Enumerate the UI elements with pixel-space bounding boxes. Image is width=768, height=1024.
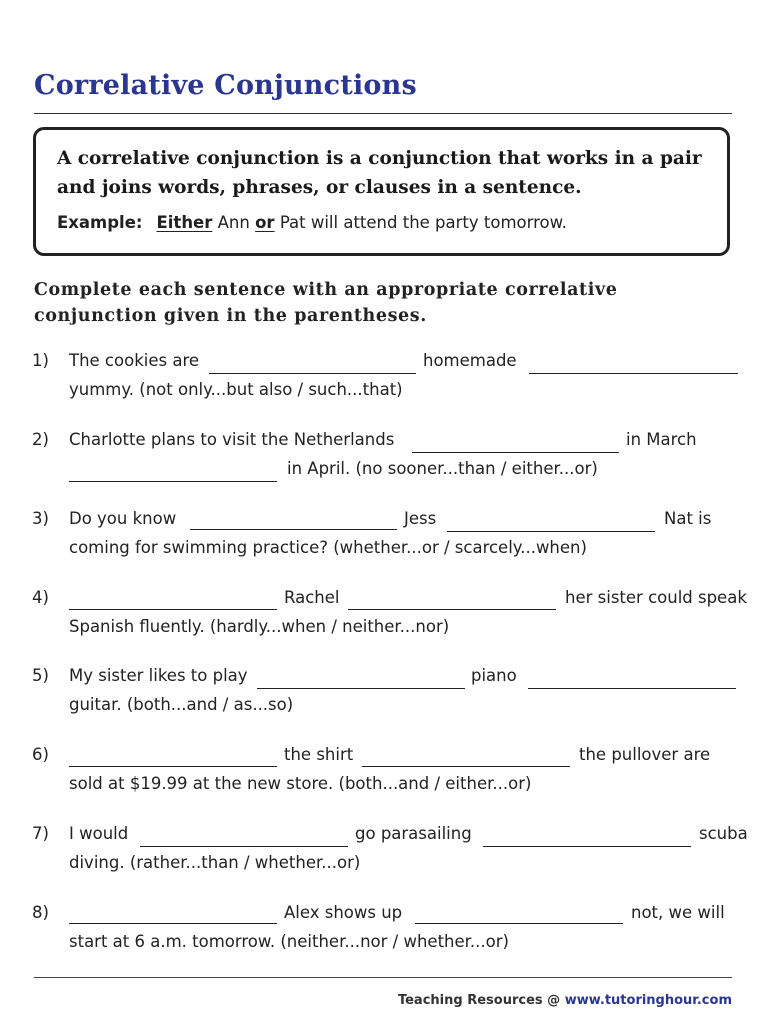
answer-blank[interactable] [348, 609, 556, 610]
question-hint: start at 6 a.m. tomorrow. (neither...nor / whether...or) [69, 932, 509, 951]
question-1 [0, 351, 768, 411]
question-7 [0, 824, 768, 884]
question-text: homemade [423, 351, 517, 370]
question-text: the pullover are [579, 745, 711, 764]
question-text: Do you know [69, 509, 177, 528]
footer [398, 993, 732, 1008]
question-2 [0, 430, 768, 490]
question-text: Rachel [284, 588, 340, 607]
answer-blank[interactable] [529, 373, 738, 374]
question-3 [0, 509, 768, 569]
question-hint: coming for swimming practice? (whether...or / scarcely...when) [69, 538, 587, 557]
question-text: Nat is [664, 509, 712, 528]
question-hint: Spanish fluently. (hardly...when / neither...nor) [69, 617, 450, 636]
answer-blank[interactable] [69, 481, 277, 482]
instructions: Complete each sentence with an appropriate correlative conjunction given in the parentheses. [34, 280, 618, 326]
question-text: My sister likes to play [69, 666, 248, 685]
answer-blank[interactable] [257, 688, 465, 689]
answer-blank[interactable] [69, 923, 277, 924]
answer-blank[interactable] [415, 923, 623, 924]
example-text-2: Pat will attend the party tomorrow. [274, 213, 567, 232]
question-number: 6) [32, 745, 49, 764]
title-divider [34, 113, 732, 114]
definition-text: A correlative conjunction is a conjunction that works in a pair and joins words, phrases, or clauses in a sentence. [57, 148, 702, 198]
question-8 [0, 903, 768, 963]
answer-blank[interactable] [190, 529, 397, 530]
question-text: scuba [699, 824, 748, 843]
question-text: Charlotte plans to visit the Netherlands [69, 430, 395, 449]
question-6 [0, 745, 768, 805]
example-text-1: Ann [212, 213, 256, 232]
footer-divider [34, 977, 732, 978]
answer-blank[interactable] [140, 846, 348, 847]
question-hint: diving. (rather...than / whether...or) [69, 853, 361, 872]
question-hint: yummy. (not only...but also / such...that) [69, 380, 403, 399]
example-label: Example: [57, 213, 143, 232]
example-or: or [255, 213, 275, 232]
question-text: go parasailing [355, 824, 472, 843]
question-number: 7) [32, 824, 49, 843]
question-text: Alex shows up [284, 903, 403, 922]
example-either: Either [156, 213, 213, 232]
question-text: not, we will [631, 903, 725, 922]
footer-link[interactable]: www.tutoringhour.com [564, 993, 732, 1008]
question-number: 2) [32, 430, 49, 449]
question-text: her sister could speak [565, 588, 747, 607]
answer-blank[interactable] [209, 373, 416, 374]
question-text: piano [471, 666, 517, 685]
answer-blank[interactable] [69, 609, 277, 610]
question-text: The cookies are [69, 351, 200, 370]
answer-blank[interactable] [483, 846, 691, 847]
example-sentence [57, 213, 567, 232]
answer-blank[interactable] [412, 452, 619, 453]
question-text: in March [626, 430, 697, 449]
question-text: the shirt [284, 745, 354, 764]
answer-blank[interactable] [528, 688, 736, 689]
question-hint: guitar. (both...and / as...so) [69, 695, 294, 714]
question-number: 3) [32, 509, 49, 528]
page-title: Correlative Conjunctions [34, 70, 417, 101]
question-text: Jess [404, 509, 437, 528]
answer-blank[interactable] [69, 766, 277, 767]
question-number: 5) [32, 666, 49, 685]
question-hint: sold at $19.99 at the new store. (both...and / either...or) [69, 774, 532, 793]
question-5 [0, 666, 768, 726]
answer-blank[interactable] [362, 766, 570, 767]
question-hint: in April. (no sooner...than / either...or) [287, 459, 598, 478]
question-number: 8) [32, 903, 49, 922]
question-text: I would [69, 824, 129, 843]
answer-blank[interactable] [447, 531, 655, 532]
question-4 [0, 588, 768, 648]
footer-label: Teaching Resources @ [397, 993, 565, 1008]
question-number: 1) [32, 351, 49, 370]
question-number: 4) [32, 588, 49, 607]
